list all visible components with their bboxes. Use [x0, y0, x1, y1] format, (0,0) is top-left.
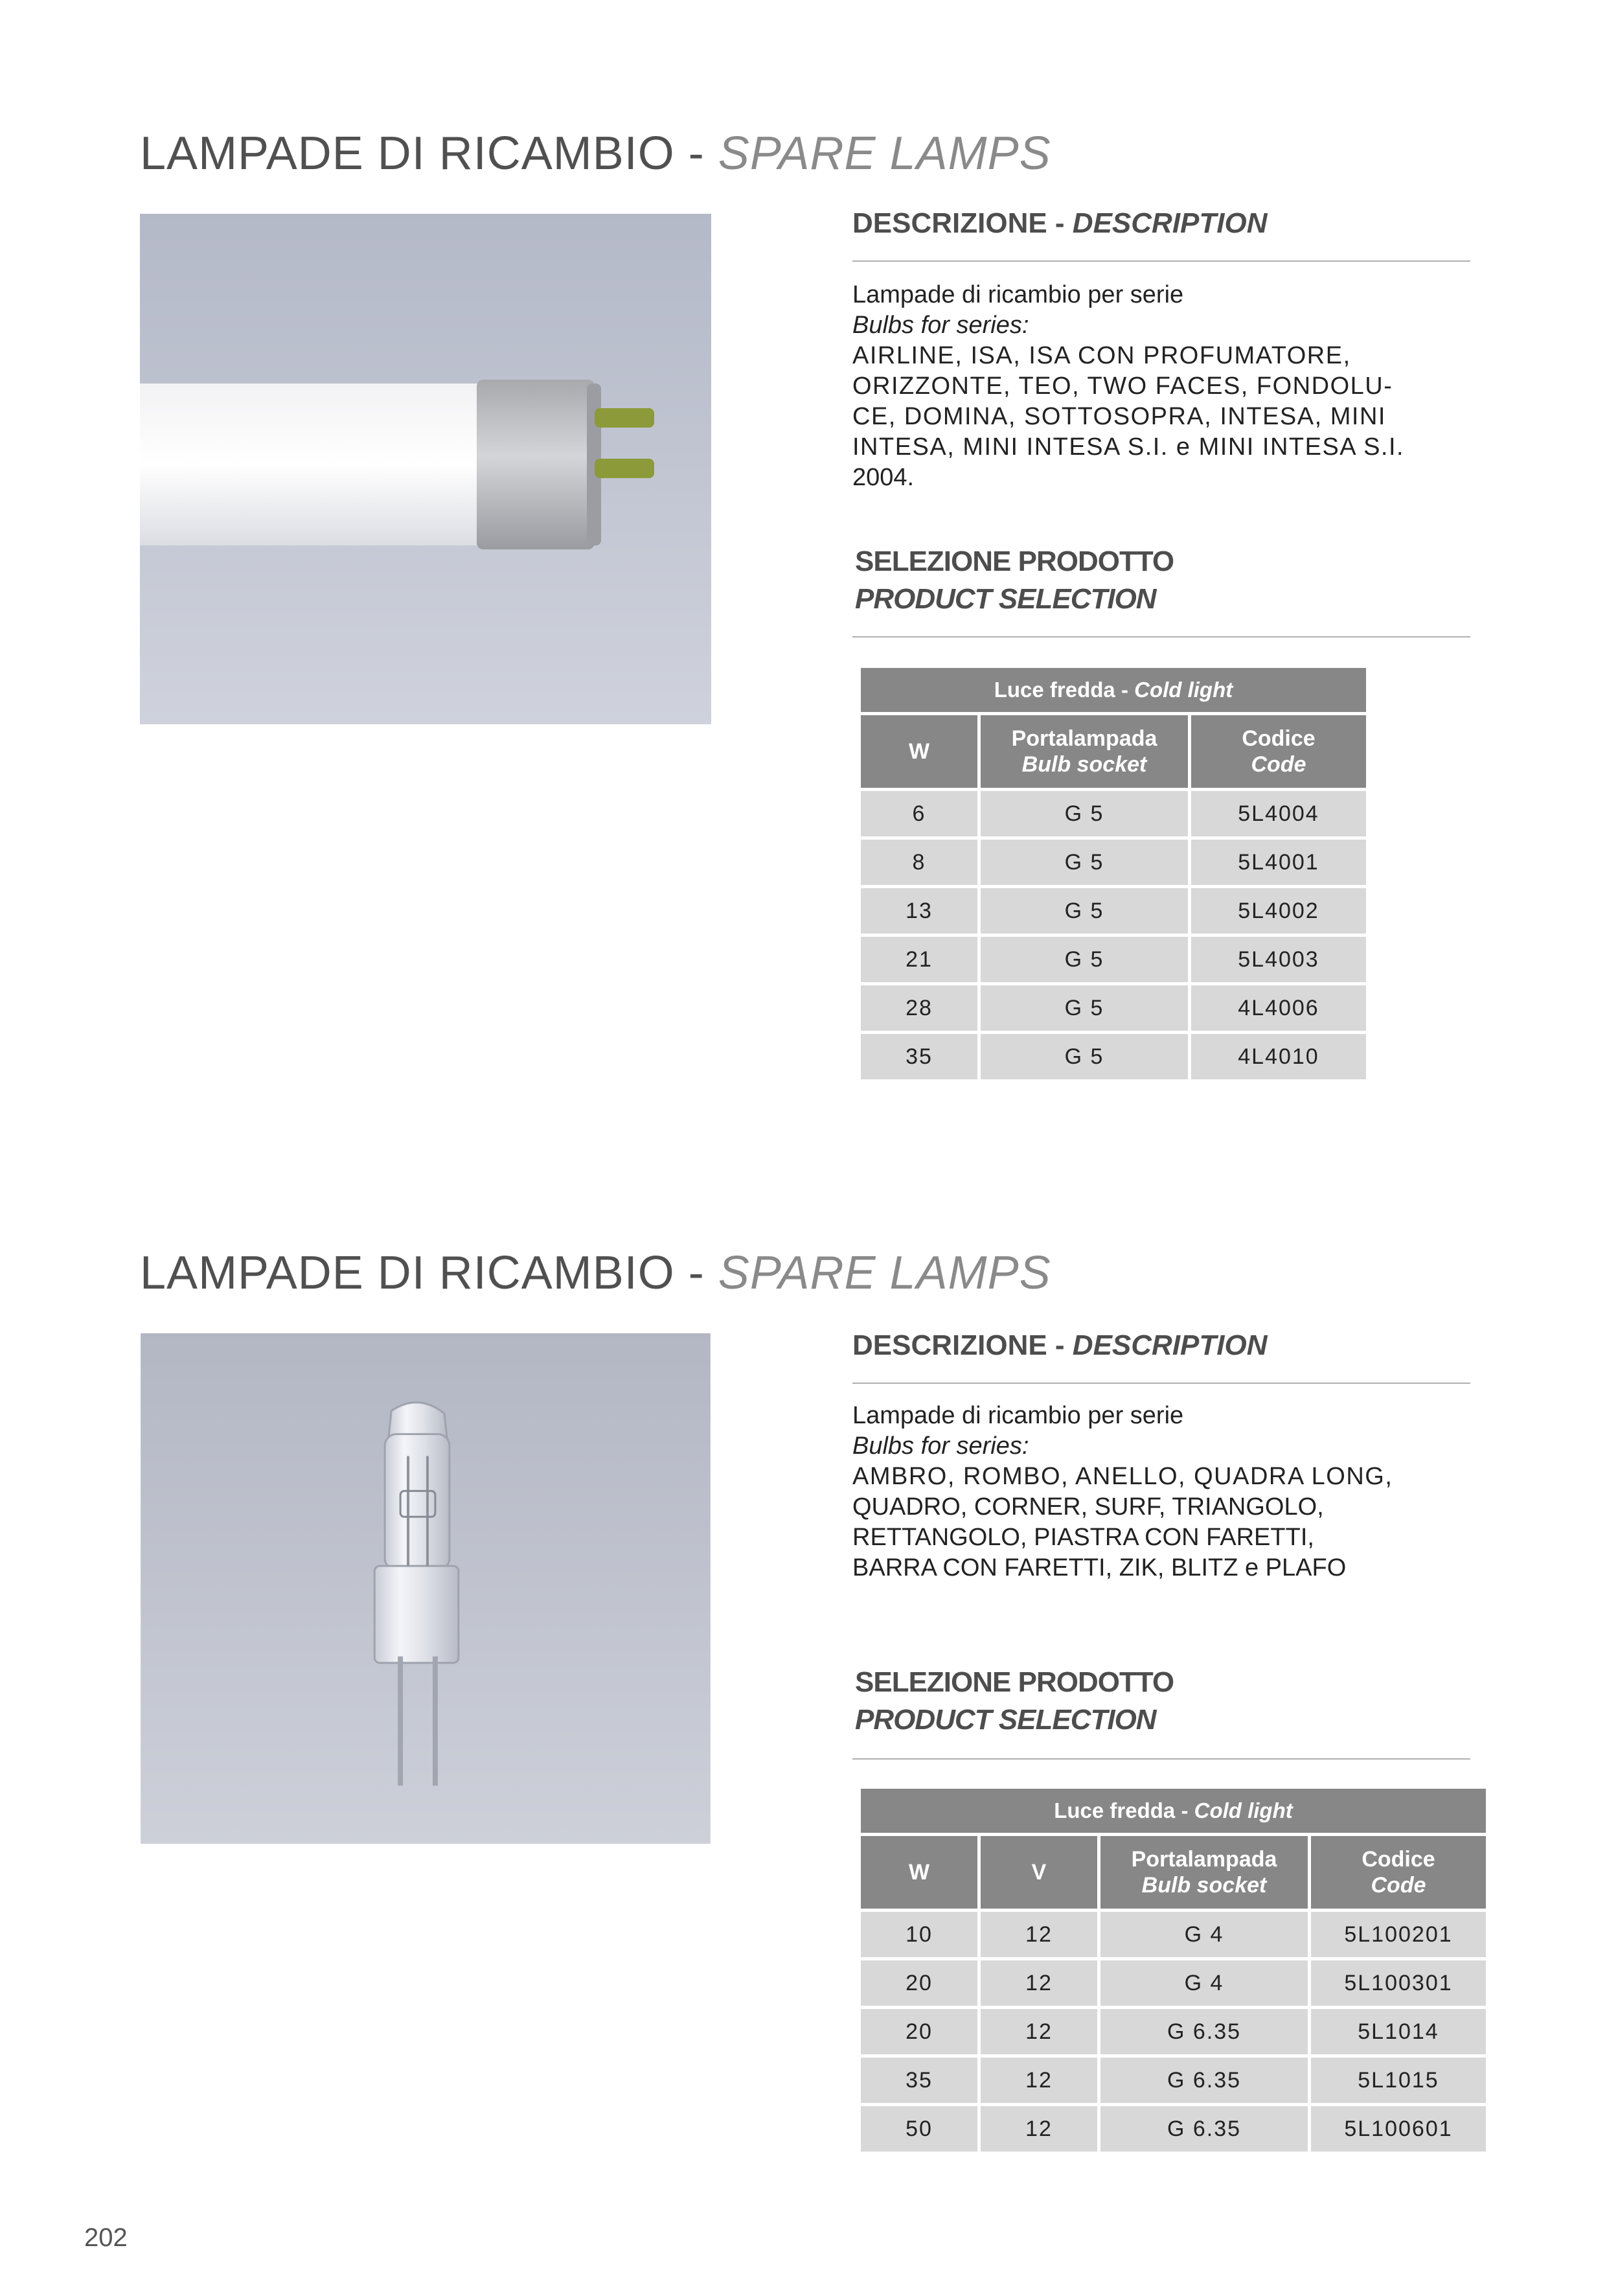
fluorescent-tube-photo	[140, 214, 711, 724]
divider	[852, 260, 1470, 262]
series-label: Bulbs for series:	[852, 1432, 1029, 1460]
product-table	[858, 1785, 1489, 2155]
divider	[852, 1383, 1470, 1384]
product-table	[858, 665, 1369, 1083]
description-heading: DESCRIZIONE - DESCRIPTION	[852, 1329, 1268, 1361]
series-label: Bulbs for series:	[852, 312, 1029, 339]
table-row: 13 G 5 5L4002	[861, 888, 1366, 934]
series-line: AMBRO, ROMBO, ANELLO, QUADRA LONG,	[852, 1463, 1393, 1490]
table-row: 50 12 G 6.35 5L100601	[861, 2106, 1486, 2152]
product-selection-heading: SELEZIONE PRODOTTO PRODUCT SELECTION	[855, 1666, 1174, 1736]
table-row: 28 G 5 4L4006	[861, 985, 1366, 1031]
halogen-bulb-photo	[140, 1333, 711, 1844]
series-line: CE, DOMINA, SOTTOSOPRA, INTESA, MINI	[852, 403, 1386, 430]
column-header-w: W	[861, 715, 977, 788]
series-line: BARRA CON FARETTI, ZIK, BLITZ e PLAFO	[852, 1554, 1347, 1581]
series-line: QUADRO, CORNER, SURF, TRIANGOLO,	[852, 1493, 1324, 1521]
series-line: RETTANGOLO, PIASTRA CON FARETTI,	[852, 1524, 1314, 1551]
page-number: 202	[84, 2223, 128, 2252]
table-row: 35 G 5 4L4010	[861, 1034, 1366, 1079]
column-header-code: Codice Code	[1311, 1836, 1486, 1909]
column-header-socket: Portalampada Bulb socket	[981, 715, 1188, 788]
section-title: LAMPADE DI RICAMBIO - SPARE LAMPS	[140, 1247, 1051, 1299]
table-row: 35 12 G 6.35 5L1015	[861, 2058, 1486, 2103]
series-line: AIRLINE, ISA, ISA CON PROFUMATORE,	[852, 342, 1351, 369]
table-caption: Luce fredda - Cold light	[861, 668, 1366, 712]
description-intro: Lampade di ricambio per serie	[852, 281, 1184, 308]
divider	[852, 1758, 1470, 1760]
column-header-code: Codice Code	[1191, 715, 1366, 788]
table-row: 20 12 G 6.35 5L1014	[861, 2009, 1486, 2054]
section-title: LAMPADE DI RICAMBIO - SPARE LAMPS	[140, 128, 1051, 179]
table-row: 10 12 G 4 5L100201	[861, 1912, 1486, 1957]
series-line: INTESA, MINI INTESA S.I. e MINI INTESA S.I.	[852, 433, 1405, 461]
series-line: 2004.	[852, 464, 915, 491]
description-text	[852, 1401, 1452, 1583]
column-header-w: W	[861, 1836, 977, 1909]
table-row: 8 G 5 5L4001	[861, 840, 1366, 885]
table-row: 21 G 5 5L4003	[861, 937, 1366, 982]
table-caption: Luce fredda - Cold light	[861, 1789, 1486, 1833]
column-header-v: V	[981, 1836, 1097, 1909]
divider	[852, 636, 1470, 637]
description-intro: Lampade di ricambio per serie	[852, 1402, 1184, 1429]
table-row: 20 12 G 4 5L100301	[861, 1960, 1486, 2006]
table-row: 6 G 5 5L4004	[861, 791, 1366, 836]
description-heading: DESCRIZIONE - DESCRIPTION	[852, 207, 1268, 239]
column-header-socket: Portalampada Bulb socket	[1100, 1836, 1308, 1909]
product-selection-heading: SELEZIONE PRODOTTO PRODUCT SELECTION	[855, 545, 1174, 615]
series-line: ORIZZONTE, TEO, TWO FACES, FONDOLU-	[852, 373, 1393, 400]
description-text	[852, 280, 1452, 493]
